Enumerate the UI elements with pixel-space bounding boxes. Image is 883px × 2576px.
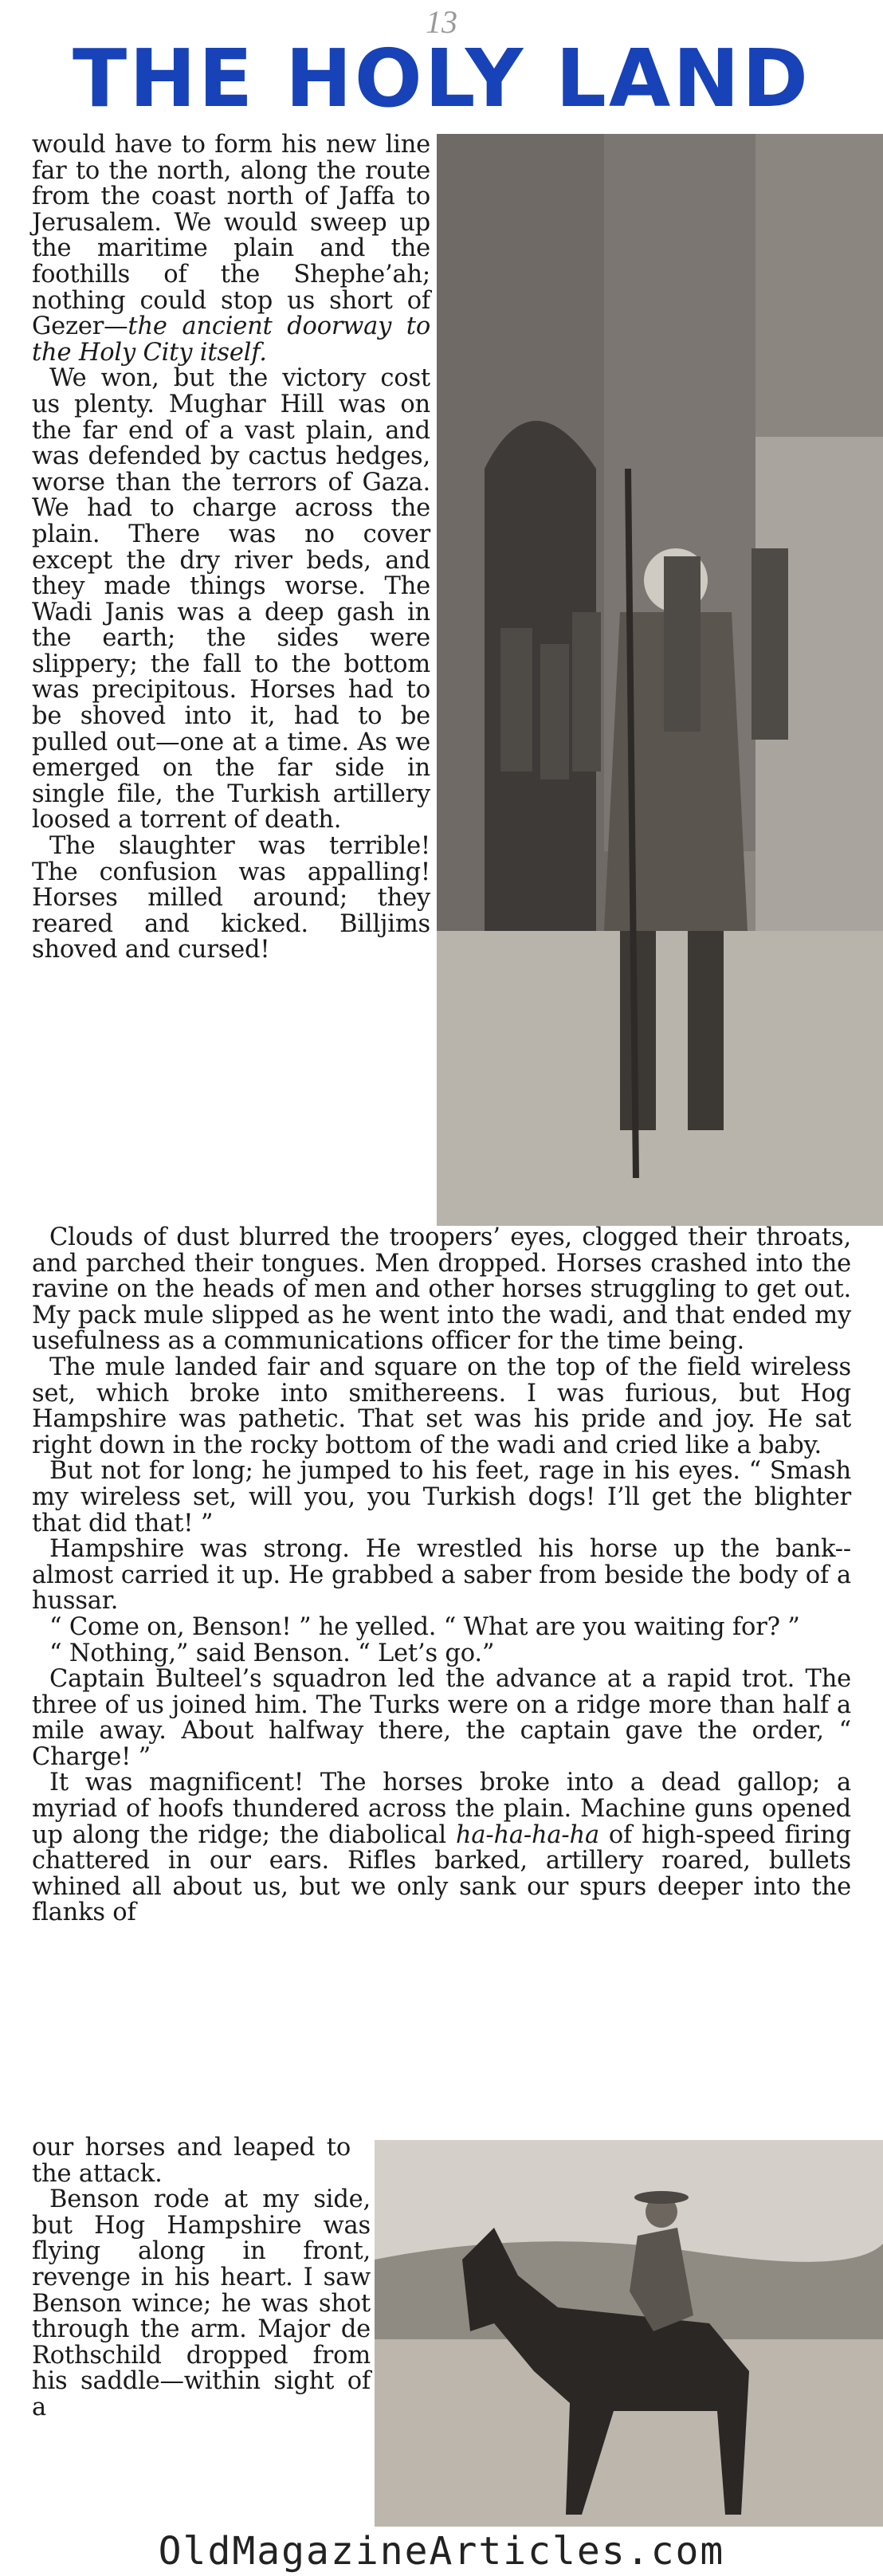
footer-watermark: OldMagazineArticles.com — [158, 2529, 725, 2574]
paragraph-12: Benson rode at my side, but Hog Hampshire was flying along in front, revenge in his heart. I saw Benson wince; he was shot through the arm. Major de Rothschild dropped from his saddle—within sight of a — [32, 2185, 371, 2421]
paragraph-11-end: our horses and leaped to the attack. — [32, 2134, 351, 2188]
soldier-at-gate-illustration — [437, 134, 883, 1226]
paragraph-11-text-a: It was magnificent! The horses broke into a dead gallop; a myriad of hoofs thundered across the plain. Machine guns opened up along the ridge; the diabolical — [32, 1769, 851, 1849]
paragraph-1-italic: the ancient doorway to the Holy City itself. — [32, 312, 430, 367]
paragraph-5: The mule landed fair and square on the top of the field wireless set, which broke into smithereens. I was furious, but Hog Hampshire was pathetic. That set was his pride and joy. He sat right down in the rocky bottom of the wadi and cried like a baby. — [32, 1353, 851, 1459]
horseman-illustration — [375, 2140, 883, 2527]
article-column-bottom — [32, 2135, 371, 2421]
paragraph-4: Clouds of dust blurred the troopers’ eyes, clogged their throats, and parched their tongues. Men dropped. Horses crashed into the ravine on the heads of men and other horses struggling to get out. My pack mule slipped as he went into the wadi, and that ended my usefulness as a communications officer for the time being. — [32, 1223, 851, 1356]
paragraph-11 — [32, 1770, 851, 1926]
paragraph-7: Hampshire was strong. He wrestled his horse up the bank--almost carried it up. He grabbed a saber from beside the body of a hussar. — [32, 1535, 851, 1616]
paragraph-8: “ Come on, Benson! ” he yelled. “ What are you waiting for? ” — [49, 1612, 800, 1641]
page-number: 13 — [426, 4, 457, 40]
paragraph-10: Captain Bulteel’s squadron led the advance at a rapid trot. The three of us joined him. The Turks were on a ridge more than half a mile away. About halfway there, the captain gave the order, “ Charge! ” — [32, 1665, 851, 1771]
paragraph-3: The slaughter was terrible! The confusion was appalling! Horses milled around; they reared and kicked. Billjims shoved and cursed! — [32, 832, 430, 964]
paragraph-11-italic: ha-ha-ha-ha — [455, 1820, 599, 1849]
paragraph-1 — [32, 132, 430, 366]
paragraph-11-text-c: of high-speed firing chattered in our ears. Rifles barked, artillery roared, bullets whined all about us, but we only sank our spurs deeper into the flanks of — [32, 1820, 851, 1927]
horseman-photo — [375, 2140, 883, 2527]
paragraph-1-text: would have to form his new line far to the north, along the route from the coast north of Jaffa to Jerusalem. We would sweep up the maritime plain and the foothills of the Shephe’ah; nothing could stop us short of Gezer— — [32, 131, 430, 341]
paragraph-2: We won, but the victory cost us plenty. Mughar Hill was on the far end of a vast plain, and was defended by cactus hedges, worse than the terrors of Gaza. We had to charge across the plain. There was no cover except the dry river beds, and they made things worse. The Wadi Janis was a deep gash in the earth; the sides were slippery; the fall to the bottom was precipitous. Horses had to be shoved into it, had to be pulled out—one at a time. As we emerged on the far side in single file, the Turkish artillery loosed a torrent of death. — [32, 364, 430, 834]
paragraph-6: But not for long; he jumped to his feet, rage in his eyes. “ Smash my wireless set, will you, you Turkish dogs! I’ll get the blighter that did that! ” — [32, 1457, 851, 1537]
article-column-top — [32, 132, 430, 964]
soldier-at-gate-photo — [437, 134, 883, 1226]
page-title: THE HOLY LAND — [73, 32, 810, 125]
article-full-width — [32, 1225, 851, 1926]
paragraph-9: “ Nothing,” said Benson. “ Let’s go.” — [49, 1639, 495, 1667]
